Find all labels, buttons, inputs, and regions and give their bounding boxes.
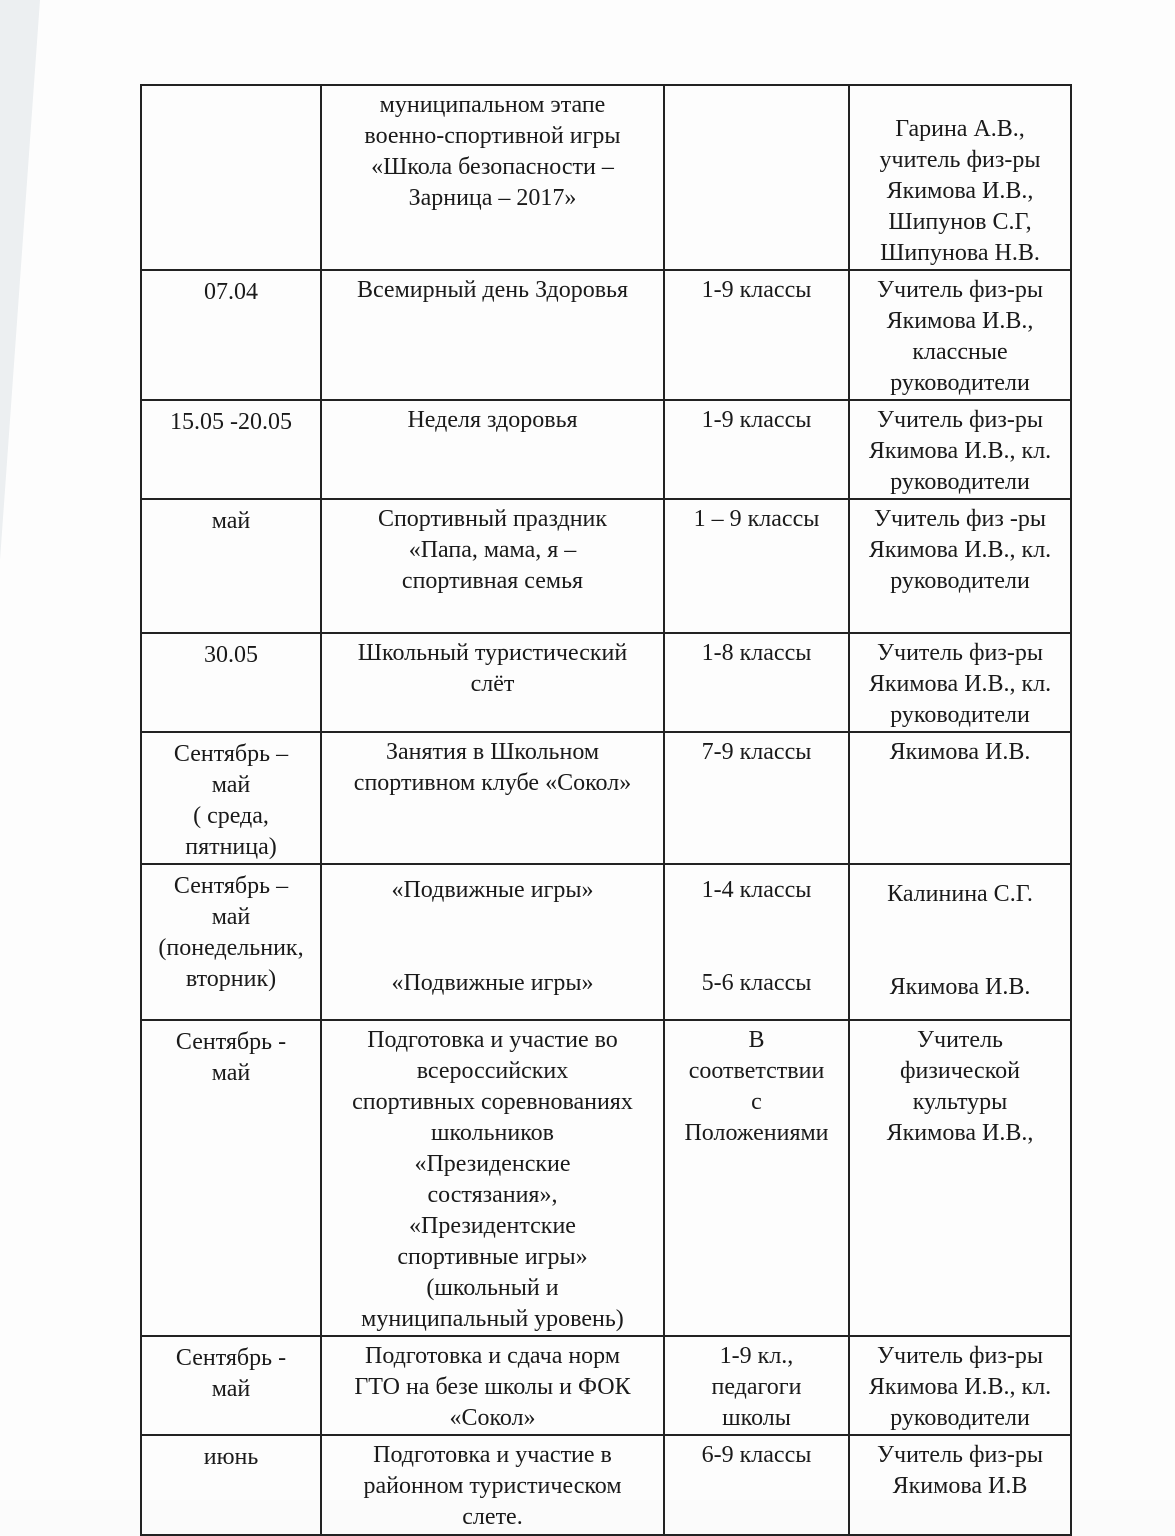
- page-fold-shadow: [0, 0, 40, 560]
- responsible-cell: Учитель физ-ры Якимова И.В., кл. руководители: [849, 400, 1071, 499]
- date-cell: Сентябрь – май ( среда, пятница): [141, 732, 321, 864]
- event-cell: Спортивный праздник «Папа, мама, я – спортивная семья: [321, 499, 664, 633]
- event-cell: Всемирный день Здоровья: [321, 270, 664, 400]
- participants-cell: 1-9 классы: [664, 400, 849, 499]
- responsible-cell: Якимова И.В.: [849, 732, 1071, 864]
- date-cell: Сентябрь - май: [141, 1336, 321, 1435]
- event-cell: муниципальном этапе военно-спортивной игры «Школа безопасности – Зарница – 2017»: [321, 85, 664, 270]
- table-row: [141, 1435, 1071, 1535]
- responsible-cell: Калинина С.Г. Якимова И.В.: [849, 864, 1071, 1020]
- participants-cell: В соответствии с Положениями: [664, 1020, 849, 1336]
- responsible-cell: Учитель физической культуры Якимова И.В.,: [849, 1020, 1071, 1336]
- event-cell: Подготовка и участие в районном туристическом слете.: [321, 1435, 664, 1535]
- participants-cell: 1-8 классы: [664, 633, 849, 732]
- participants-cell: 7-9 классы: [664, 732, 849, 864]
- table-row: [141, 633, 1071, 732]
- table-row: [141, 85, 1071, 270]
- participants-cell: 1-4 классы 5-6 классы: [664, 864, 849, 1020]
- date-cell: Сентябрь – май (понедельник, вторник): [141, 864, 321, 1020]
- participants-cell: [664, 85, 849, 270]
- responsible-cell: Учитель физ -ры Якимова И.В., кл. руководители: [849, 499, 1071, 633]
- date-cell: май: [141, 499, 321, 633]
- table-row: [141, 400, 1071, 499]
- event-cell: Занятия в Школьном спортивном клубе «Сокол»: [321, 732, 664, 864]
- date-cell: Сентябрь - май: [141, 1020, 321, 1336]
- date-cell: 15.05 -20.05: [141, 400, 321, 499]
- date-cell: [141, 85, 321, 270]
- event-cell: Неделя здоровья: [321, 400, 664, 499]
- events-table: [140, 84, 1072, 1536]
- participants-cell: 6-9 классы: [664, 1435, 849, 1535]
- table-row: [141, 864, 1071, 1020]
- responsible-cell: Учитель физ-ры Якимова И.В: [849, 1435, 1071, 1535]
- table-row: [141, 499, 1071, 633]
- table-row: [141, 732, 1071, 864]
- date-cell: 07.04: [141, 270, 321, 400]
- responsible-cell: Учитель физ-ры Якимова И.В., классные руководители: [849, 270, 1071, 400]
- date-cell: 30.05: [141, 633, 321, 732]
- event-cell: Школьный туристический слёт: [321, 633, 664, 732]
- responsible-cell: Гарина А.В., учитель физ-ры Якимова И.В., Шипунов С.Г, Шипунова Н.В.: [849, 85, 1071, 270]
- table-row: [141, 1020, 1071, 1336]
- responsible-cell: Учитель физ-ры Якимова И.В., кл. руководители: [849, 633, 1071, 732]
- event-cell: Подготовка и сдача норм ГТО на безе школы и ФОК «Сокол»: [321, 1336, 664, 1435]
- responsible-cell: Учитель физ-ры Якимова И.В., кл. руководители: [849, 1336, 1071, 1435]
- participants-cell: 1-9 классы: [664, 270, 849, 400]
- table-row: [141, 1336, 1071, 1435]
- participants-cell: 1-9 кл., педагоги школы: [664, 1336, 849, 1435]
- event-cell: Подготовка и участие во всероссийских спортивных соревнованиях школьников «Президенские состязания», «Президентские спортивные игры» (школьный и муниципальный уровень): [321, 1020, 664, 1336]
- participants-cell: 1 – 9 классы: [664, 499, 849, 633]
- table-row: [141, 270, 1071, 400]
- event-cell: «Подвижные игры» «Подвижные игры»: [321, 864, 664, 1020]
- date-cell: июнь: [141, 1435, 321, 1535]
